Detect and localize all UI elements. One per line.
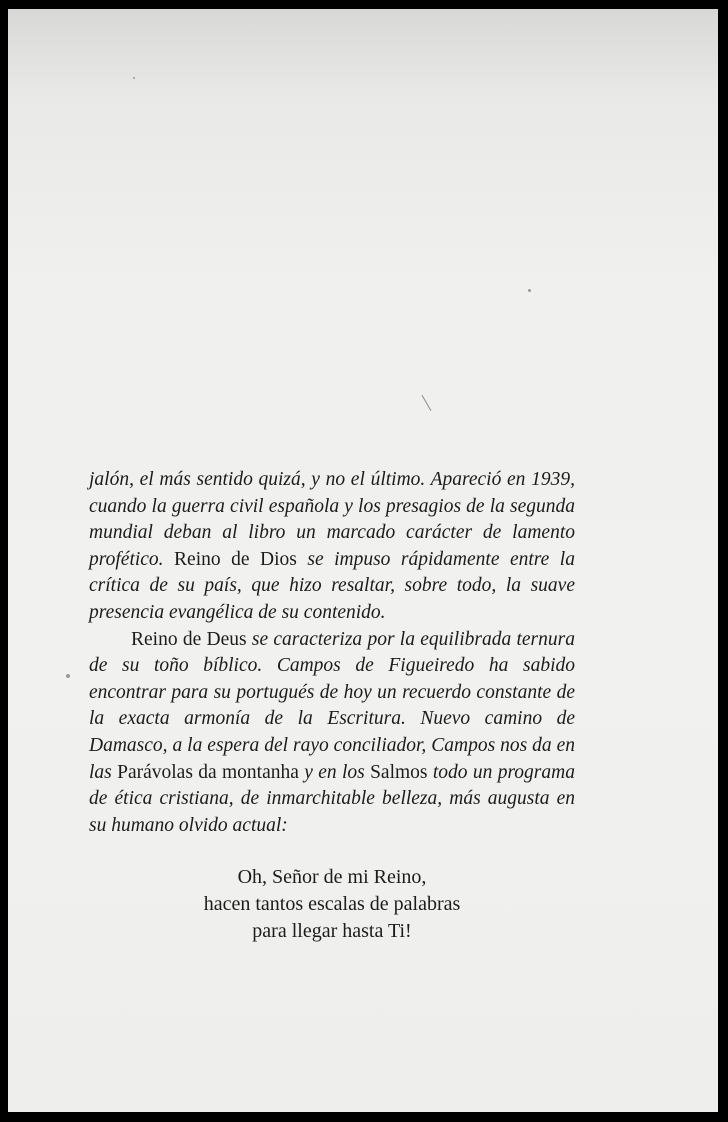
paper-speck <box>528 289 531 292</box>
italic-text-run: jalón, el más sentido quizá, y no el último. Apareció en 1939, cuando la guerra civil española y los presagios de la segunda mundial deban al libro un marcado carácter de lamento profético. <box>89 469 575 570</box>
italic-text-run: y en los <box>298 761 371 783</box>
paper-scratch <box>422 395 432 411</box>
paragraph-2 <box>89 627 575 840</box>
verse-line-2: hacen tantos escalas de palabras <box>203 893 461 916</box>
verse-quote <box>89 864 575 945</box>
italic-text-run: se caracteriza por la equilibrada ternura de su toño bíblico. Campos de Figueiredo ha sabido encontrar para su portugués de hoy un recuerdo constante de la exacta armonía de la Escritura. Nuevo camino de Damasco, a la espera del rayo conciliador, Campos nos da en las <box>89 628 575 783</box>
roman-title-run: Reino de Deus <box>131 628 247 650</box>
paper-speck <box>133 77 135 79</box>
italic-text-run: se impuso rápidamente entre la crítica de su país, que hizo resaltar, sobre todo, la suave presencia evangélica de su contenido. <box>89 548 575 623</box>
book-page <box>8 9 718 1112</box>
paragraph-1 <box>89 467 575 627</box>
italic-text-run: todo un programa de ética cristiana, de inmarchitable belleza, más augusta en su humano olvido actual: <box>89 761 575 836</box>
roman-title-run: Reino de Dios <box>174 548 297 570</box>
roman-title-run: Parávolas da montanha <box>117 761 299 783</box>
paper-speck <box>66 674 70 678</box>
roman-title-run: Salmos <box>370 761 428 783</box>
verse-line-1: Oh, Señor de mi Reino, <box>237 866 427 889</box>
body-text <box>89 467 575 945</box>
verse-line-3: para llegar hasta Ti! <box>252 920 412 943</box>
